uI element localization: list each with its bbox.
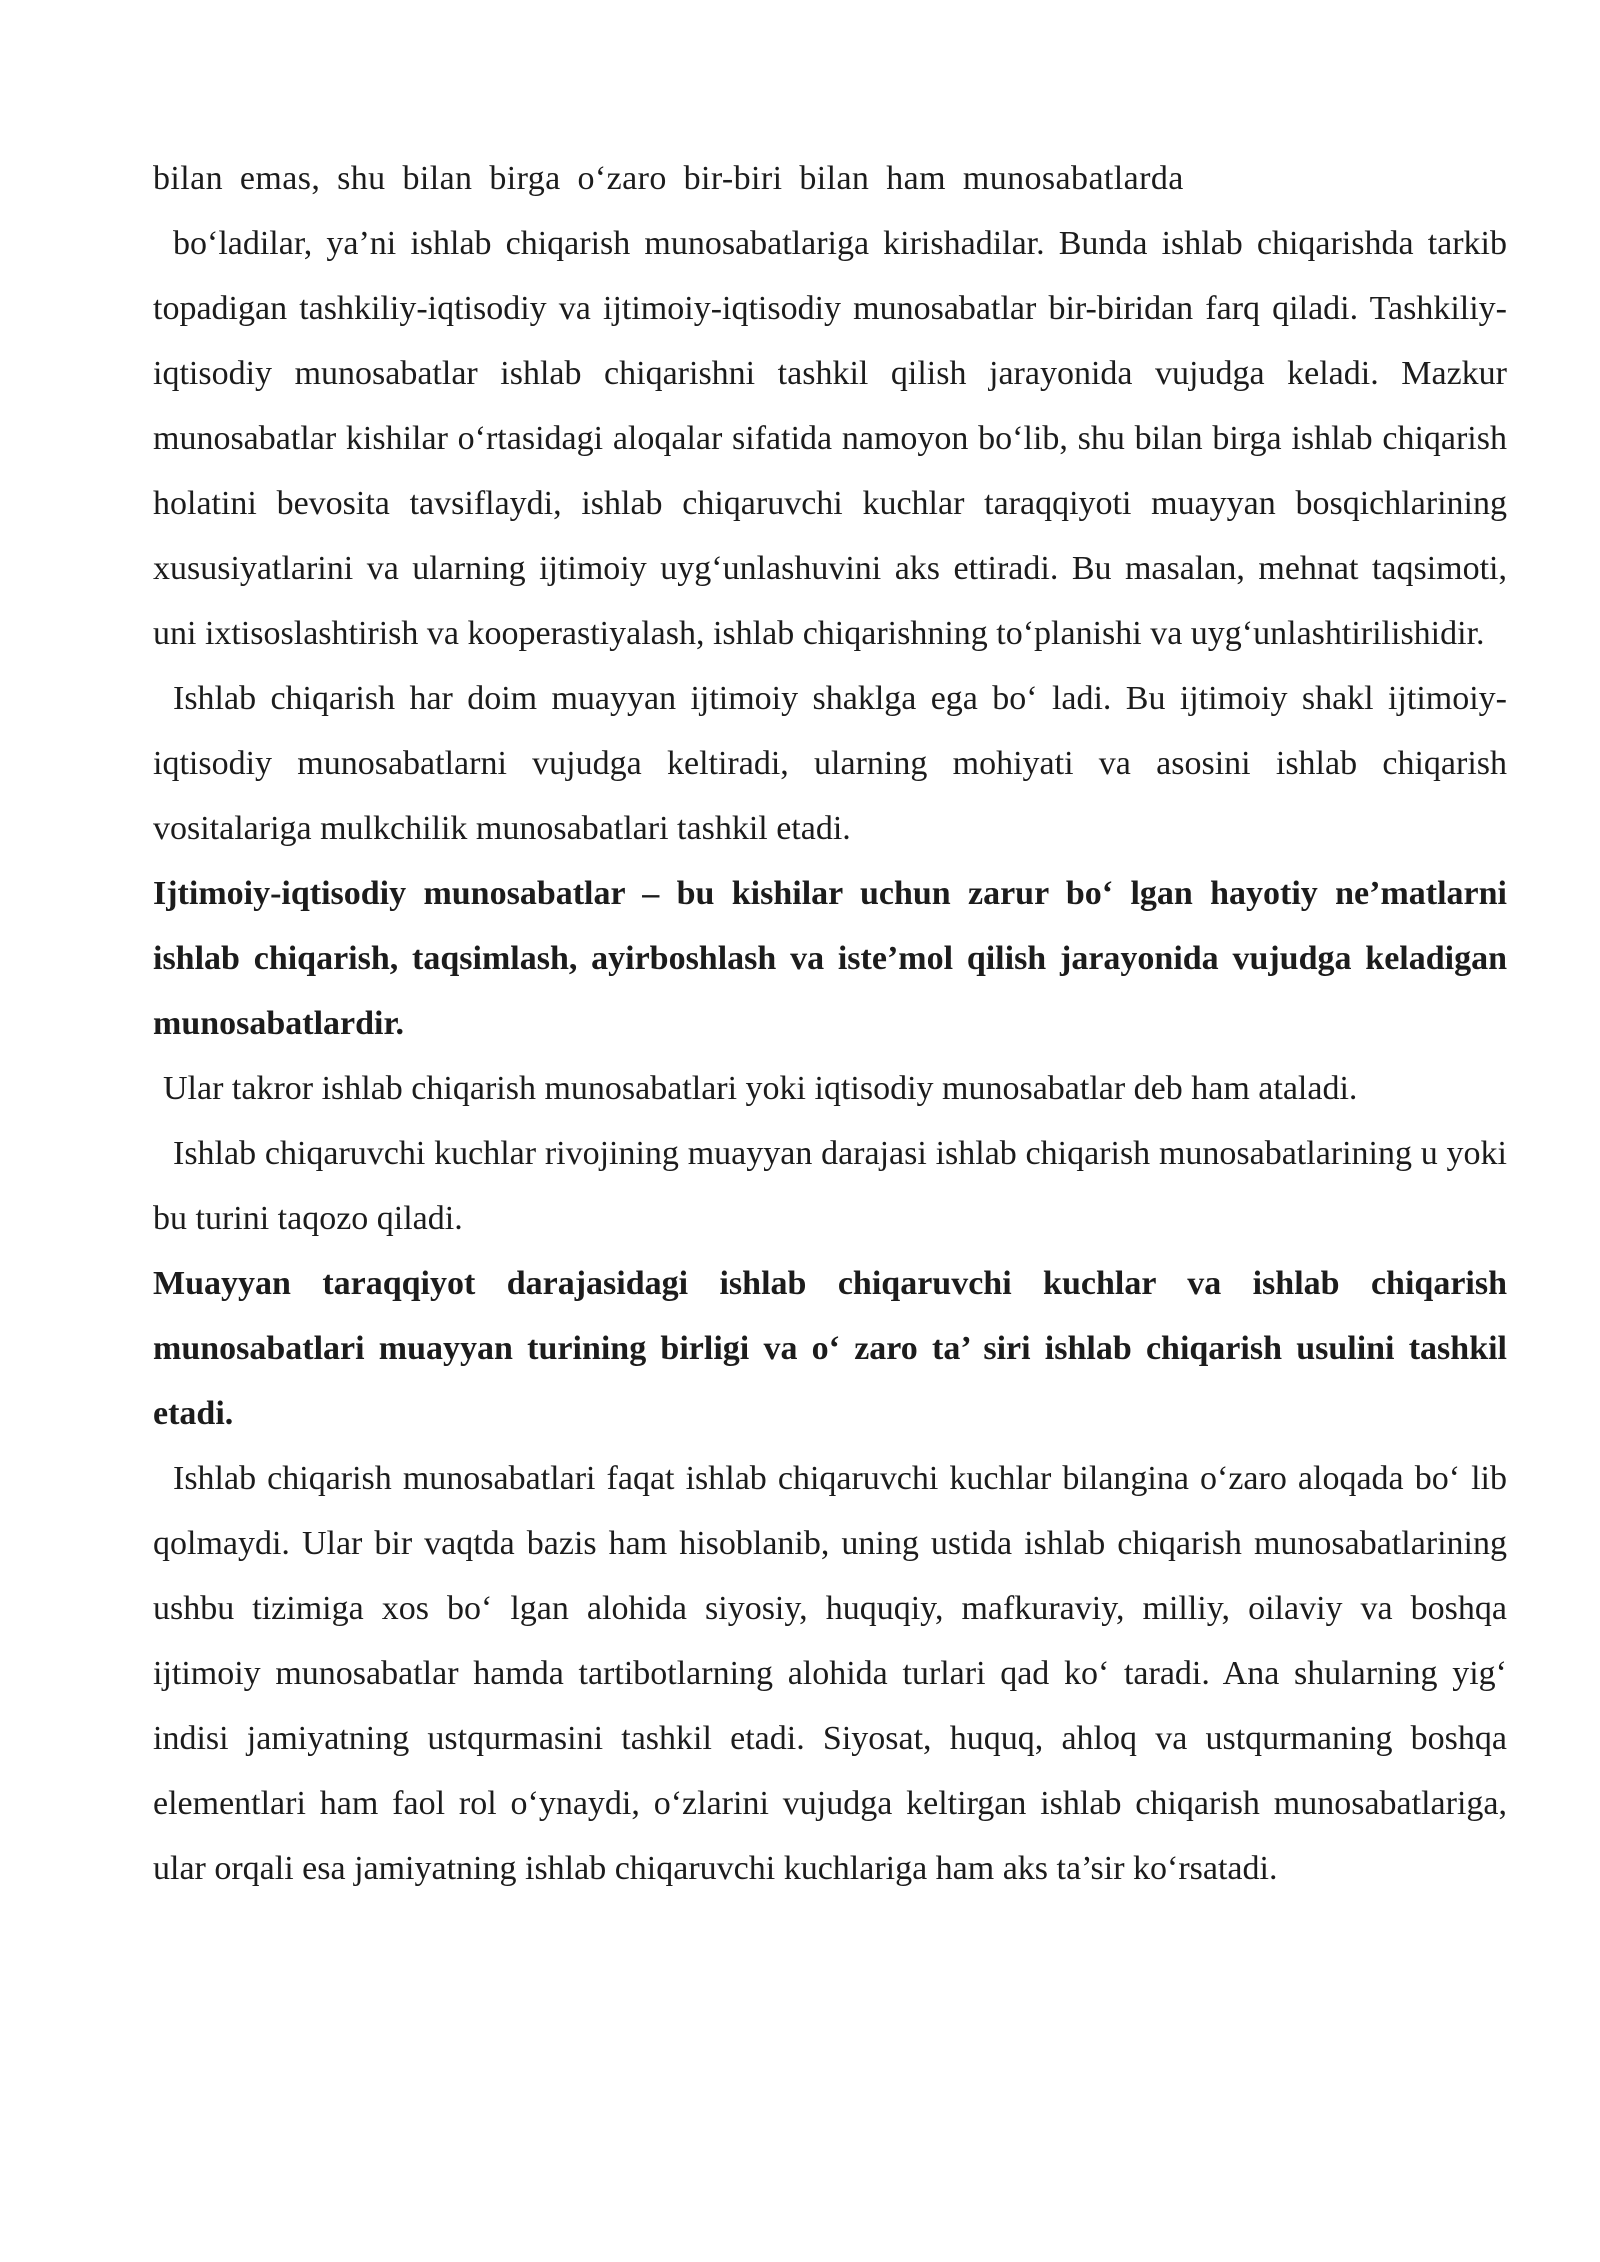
paragraph-2: bo‘ladilar, ya’ni ishlab chiqarish munosabatlariga kirishadilar. Bunda ishlab chiqarishda tarkib topadigan tashkiliy-iqtisodiy va ijtimoiy-iqtisodiy munosabatlar bir-biridan farq qiladi. Tashkiliy-iqtisodiy munosabatlar ishlab chiqarishni tashkil qilish jarayonida vujudga keladi. Mazkur munosabatlar kishilar o‘rtasidagi aloqalar sifatida namoyon bo‘lib, shu bilan birga ishlab chiqarish holatini bevosita tavsiflaydi, ishlab chiqaruvchi kuchlar taraqqiyoti muayyan bosqichlarining xususiyatlarini va ularning ijtimoiy uyg‘unlashuvini aks ettiradi. Bu masalan, mehnat taqsimoti, uni ixtisoslashtirish va kooperastiyalash, ishlab chiqarishning to‘planishi va uyg‘unlashtirilishidir. (153, 225, 1507, 652)
definition-paragraph: Ijtimoiy-iqtisodiy munosabatlar – bu kishilar uchun zarur bo‘ lgan hayotiy ne’matlarni ishlab chiqarish, taqsimlash, ayirboshlash va iste’mol qilish jarayonida vujudga keladigan munosabatlardir. (153, 875, 1507, 1042)
paragraph-8: Ishlab chiqarish munosabatlari faqat ishlab chiqaruvchi kuchlar bilangina o‘zaro aloqada bo‘ lib qolmaydi. Ular bir vaqtda bazis ham hisoblanib, uning ustida ishlab chiqarish munosabatlarining ushbu tizimiga xos bo‘ lgan alohida siyosiy, huquqiy, mafkuraviy, milliy, oilaviy va boshqa ijtimoiy munosabatlar hamda tartibotlarning alohida turlari qad ko‘ taradi. Ana shularning yig‘ indisi jamiyatning ustqurmasini tashkil etadi. Siyosat, huquq, ahloq va ustqurmaning boshqa elementlari ham faol rol o‘ynaydi, o‘zlarini vujudga keltirgan ishlab chiqarish munosabatlariga, ular orqali esa jamiyatning ishlab chiqaruvchi kuchlariga ham aks ta’sir ko‘rsatadi. (153, 1460, 1507, 1887)
paragraph-3: Ishlab chiqarish har doim muayyan ijtimoiy shaklga ega bo‘ ladi. Bu ijtimoiy shakl ijtimoiy-iqtisodiy munosabatlarni vujudga keltiradi, ularning mohiyati va asosini ishlab chiqarish vositalariga mulkchilik munosabatlari tashkil etadi. (153, 680, 1507, 847)
production-method-paragraph: Muayyan taraqqiyot darajasidagi ishlab chiqaruvchi kuchlar va ishlab chiqarish munosabatlari muayyan turining birligi va o‘ zaro ta’ siri ishlab chiqarish usulini tashkil etadi. (153, 1265, 1507, 1432)
paragraph-1: bilan emas, shu bilan birga o‘zaro bir-biri bilan ham munosabatlarda (153, 160, 1184, 197)
document-page (153, 146, 1507, 1901)
paragraph-6: Ishlab chiqaruvchi kuchlar rivojining muayyan darajasi ishlab chiqarish munosabatlarining u yoki bu turini taqozo qiladi. (153, 1135, 1507, 1237)
paragraph-5: Ular takror ishlab chiqarish munosabatlari yoki iqtisodiy munosabatlar deb ham ataladi. (163, 1070, 1358, 1107)
